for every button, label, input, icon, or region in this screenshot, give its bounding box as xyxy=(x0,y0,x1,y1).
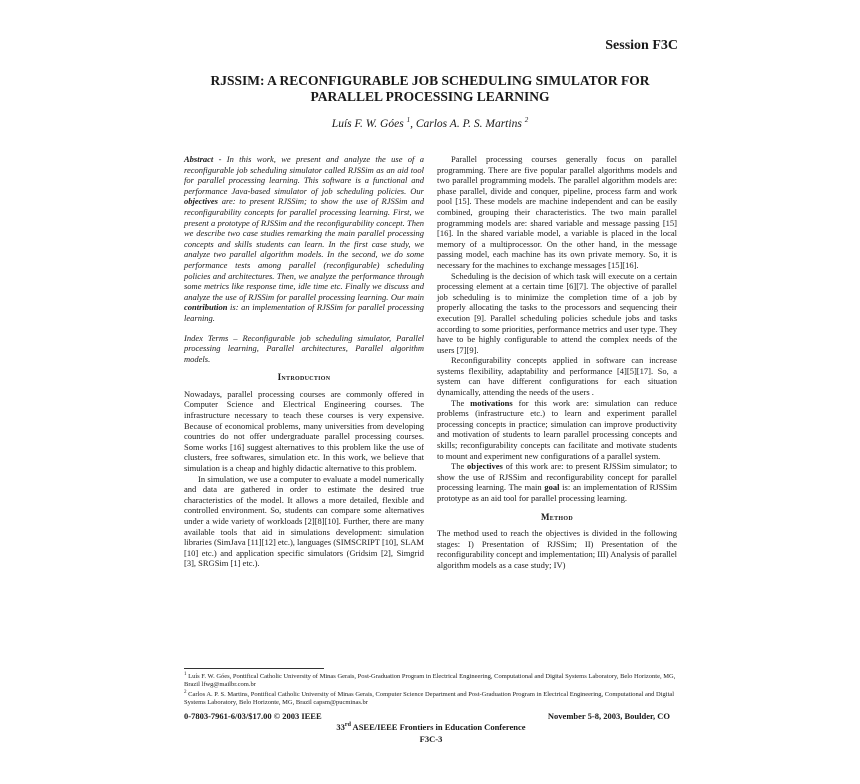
author-2-footnote-mark: 2 xyxy=(524,116,529,124)
footnote-1-text: Luís F. W. Góes, Pontifical Catholic University of Minas Gerais, Post-Graduation Program in Electrical Engineering, Computational and Digital Systems Laboratory, Belo Horizonte, MG, Brazil lfwg@mailbr.com.br xyxy=(184,673,676,689)
method-paragraph: The method used to reach the objectives is divided in the following stages: I) Presentation of RJSSim; II) Presentation of the reconfigurability concept and implementation; III) Analysis of parallel algorithm models as a case study; IV) xyxy=(437,528,677,570)
footnote-2-mark: 2 xyxy=(184,690,187,696)
footnote-1-mark: 1 xyxy=(184,672,187,677)
conference-ordinal: rd xyxy=(344,722,351,729)
author-list xyxy=(150,116,710,130)
abstract-text-2: are: to present RJSSim; to show the use of RJSSim and reconfigurability concepts for parallel processing learning. First, we present a prototype of RJSSim and the reconfigurability concept. Then we describe two case studies remarking the main parallel processing concepts and skills students can learn. In the first case study, we analyze two parallel algorithm models. In the second, we do some performance tests among parallel (reconfigurable) scheduling policies and architectures. Then, we analyze the performance through some metrics like response time, idle time etc. Finally we discuss and analyze the use of RJSSim for parallel processing learning. Our main xyxy=(184,196,424,302)
body-paragraph-objectives xyxy=(437,461,677,503)
author-2: Carlos A. P. S. Martins xyxy=(415,117,522,130)
footer-isbn: 0-7803-7961-6/03/$17.00 © 2003 IEEE xyxy=(184,711,322,721)
intro-paragraph-1: Nowadays, parallel processing courses are commonly offered in Computer Science and Electrical Engineering courses. The infrastructure necessary to teach these courses is very expensive. Because of economical problems, many universities from developing countries do not offer undergraduate parallel processing courses. Some works [16] suggest alternatives to this problem like the use of clusters, free softwares, simulation etc. In this work, we believe that simulation is a cheap and highly didactic alternative to this problem. xyxy=(184,388,424,474)
goal-text: is: an implementation of RJSSim prototype as an aid tool for parallel processing learning. xyxy=(437,482,678,503)
footnote-2 xyxy=(184,689,678,707)
section-heading-introduction: Introduction xyxy=(277,372,331,383)
abstract-text-1: - In this work, we present and analyze the use of a reconfigurable job scheduling simulator called RJSSim as an aid tool for parallel processing learning. This software is a functional and performance Java-based simulator of job scheduling policies. Our xyxy=(184,154,424,196)
footer-date-place: November 5-8, 2003, Boulder, CO xyxy=(547,711,670,721)
abstract-contribution: contribution xyxy=(184,302,228,313)
motivations-text: for this work are: simulation can reduce problems (infrastructure etc.) to learn and experiment parallel processing concepts in practice; simulation can improve productivity and motivation of students to learn parallel processing concepts and skills; reconfigurability concepts can facilitate and motivate students to mount and experiment new configurations of a parallel system. xyxy=(437,397,678,461)
session-label: Session F3C xyxy=(605,38,678,53)
objectives-pre: The xyxy=(451,461,467,472)
motivations-pre: The xyxy=(451,397,471,408)
intro-paragraph-2: In simulation, we use a computer to evaluate a model numerically and data are gathered in order to estimate the desired true characteristics of the model. It allows a more detailed, flexible and controlled environment. So, students can compare some alternatives under a wide variety of workloads [2][8][10]. Further, there are many available tools that aid in simulations development: simulation libraries (SimJava [11][12] etc.), languages (SIMSCRIPT [10], SLAM [10] etc.) and application specific simulators (Gridsim [2], Simgrid [3], SRGSim [1] etc.). xyxy=(184,473,424,569)
body-paragraph-motivations xyxy=(437,398,677,462)
abstract-label: Abstract xyxy=(184,154,214,164)
abstract-objectives: objectives xyxy=(184,196,218,207)
motivations-label: motivations xyxy=(470,397,513,408)
right-column xyxy=(437,154,677,571)
page-number: F3C-3 xyxy=(419,734,443,744)
footer-conference xyxy=(184,722,678,732)
section-heading-method: Method xyxy=(541,511,573,522)
paper-title xyxy=(150,73,710,105)
abstract xyxy=(184,154,424,324)
footnote-divider xyxy=(184,668,324,669)
objectives-text: of this work are: to present RJSSim simulator; to show the use of RJSSim and reconfigurability concept for parallel processing learning. The main xyxy=(437,461,677,493)
author-1-footnote-mark: 1 xyxy=(406,116,411,124)
body-paragraph-1: Parallel processing courses generally focus on parallel programming. There are five popular parallel algorithms models and two parallel programming models. The parallel algorithm models are: phase parallel, divide and conquer, pipeline, process farm and work pool [15]. These models are machine independent and can be easily combined, grouping their characteristics. The two main parallel programming models are: shared variable and message passing [15][16]. In the shared variable model, a variable is placed in the local memory of a multiprocessor. On the other hand, in the message passing model, each machine has its own private memory. So, it is necessary for the machines to exchange messages [15][16]. xyxy=(437,154,677,270)
abstract-text-3: is: an implementation of RJSSim for parallel processing learning. xyxy=(184,302,424,323)
index-terms: Index Terms – Reconfigurable job scheduling simulator, Parallel processing learning, Parallel architectures, Parallel algorithm models. xyxy=(184,332,424,364)
title-line-2: PARALLEL PROCESSING LEARNING xyxy=(310,89,550,104)
objectives-label: objectives xyxy=(466,461,503,472)
goal-label: goal xyxy=(544,482,560,493)
conference-number: 33 xyxy=(336,722,345,732)
footnote-1 xyxy=(184,671,678,689)
footnote-2-text: Carlos A. P. S. Martins, Pontifical Catholic University of Minas Gerais, Computer Science Department and Post-Graduation Program in Electrical Engineering, Computational and Digital Systems Laboratory, Belo Horizonte, MG, Brazil capsm@pucminas.br xyxy=(184,691,675,707)
footnotes xyxy=(184,671,678,707)
title-line-1: RJSSIM: A RECONFIGURABLE JOB SCHEDULING SIMULATOR FOR xyxy=(210,73,650,88)
author-1: Luís F. W. Góes xyxy=(331,117,404,130)
author-separator: , xyxy=(410,117,416,130)
body-paragraph-2: Scheduling is the decision of which task will execute on a certain processing element at a certain time [6][7]. The objective of parallel job scheduling is to minimize the completion time of a job by properly allocating the tasks to the processors and sequencing their execution [9]. Parallel scheduling policies schedule jobs and tasks according to some priorities, performance metrics and user type. They have to be highly configurable to attend the complex needs of the users [7][9]. xyxy=(437,270,677,355)
left-column xyxy=(184,154,424,569)
body-paragraph-3: Reconfigurability concepts applied in software can increase systems flexibility, adaptability and performance [4][5][17]. So, a system can have different configurations for each situation dynamically, attending the needs of the users . xyxy=(437,355,677,398)
conference-name: ASEE/IEEE Frontiers in Education Conference xyxy=(350,722,526,732)
